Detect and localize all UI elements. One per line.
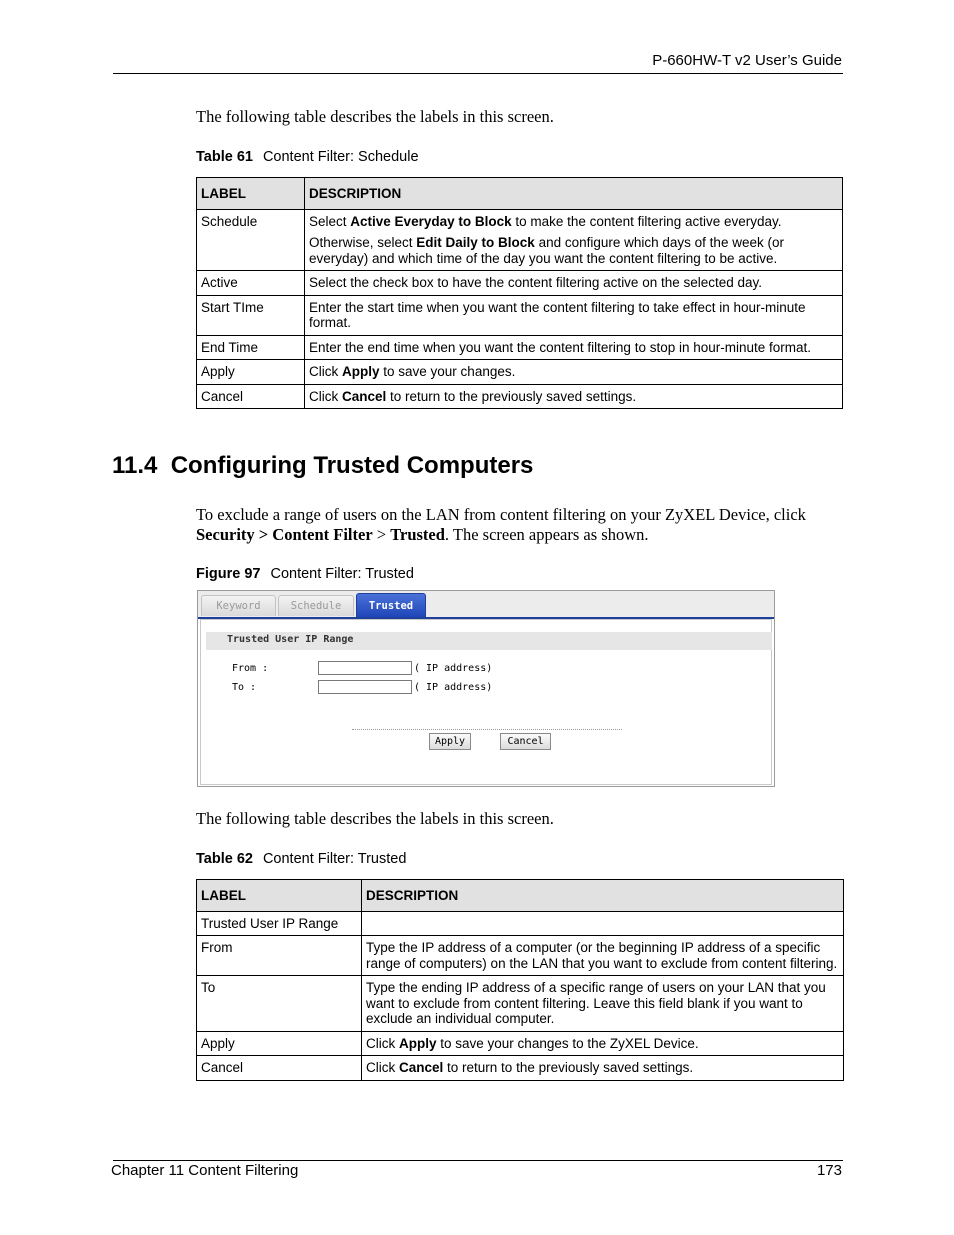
table-row [197, 911, 844, 936]
column-header-label: LABEL [197, 178, 305, 210]
tab-keyword[interactable]: Keyword [201, 595, 276, 616]
from-hint: ( IP address) [414, 663, 493, 674]
column-header-label: LABEL [197, 880, 362, 912]
table-row [197, 295, 843, 335]
row-description: Enter the start time when you want the content filtering to take effect in hour-minute format. [305, 295, 843, 335]
table-row [197, 976, 844, 1032]
content-filter-trusted-screenshot [197, 590, 775, 787]
panel-title: Trusted User IP Range [227, 634, 354, 645]
para-text: > [372, 525, 391, 544]
desc-bold: Apply [399, 1035, 437, 1051]
table-row [197, 271, 843, 296]
desc-text: to return to the previously saved settings. [443, 1060, 694, 1075]
column-header-description: DESCRIPTION [305, 178, 843, 210]
desc-text: Otherwise, select [309, 235, 417, 250]
table-61 [196, 177, 843, 409]
row-label: End Time [197, 335, 305, 360]
table-row [197, 209, 843, 271]
caption-title: Content Filter: Trusted [262, 851, 407, 867]
table-62-caption [196, 851, 406, 867]
desc-text: to save your changes to the ZyXEL Device. [436, 1035, 699, 1051]
para-bold: Security > Content Filter [196, 525, 373, 544]
caption-title: Content Filter: Trusted [270, 566, 414, 582]
row-label: Apply [197, 360, 305, 385]
section-paragraph [196, 505, 846, 545]
desc-text: to return to the previously saved settings. [386, 388, 637, 404]
row-description [305, 360, 843, 385]
para-text: To exclude a range of users on the LAN from content filtering on your ZyXEL Device, click [196, 505, 806, 524]
table-row [197, 384, 843, 409]
row-description: Select the check box to have the content filtering active on the selected day. [305, 271, 843, 296]
table-row [197, 1056, 844, 1081]
to-ip-input[interactable] [318, 680, 412, 694]
row-description [362, 1056, 844, 1081]
desc-bold: Edit Daily to Block [416, 235, 535, 250]
desc-text: Click [309, 364, 342, 379]
apply-button[interactable]: Apply [429, 733, 471, 750]
table-header-row [197, 880, 844, 912]
running-header: P-660HW-T v2 User’s Guide [652, 52, 842, 69]
desc-bold: Apply [342, 364, 380, 379]
desc-text: to make the content filtering active everyday. [511, 213, 782, 229]
row-label: Schedule [197, 209, 305, 271]
row-description: Type the ending IP address of a specific range of users on your LAN that you want to exclude from content filtering. Leave this field blank if you want to exclude an individual computer. [362, 976, 844, 1032]
caption-number: Table 61 [196, 149, 253, 165]
row-description [305, 384, 843, 409]
para-bold: Trusted [390, 525, 445, 544]
desc-text: and configure which days of the week (or everyday) and which time of the day you want the content filtering to be active. [309, 235, 784, 266]
to-hint: ( IP address) [414, 682, 493, 693]
header-rule [113, 73, 843, 74]
caption-title: Content Filter: Schedule [262, 149, 419, 165]
section-heading: 11.4 Configuring Trusted Computers [112, 452, 534, 479]
table-row [197, 360, 843, 385]
desc-text: to save your changes. [379, 364, 516, 379]
desc-text: Click [366, 1060, 399, 1075]
row-label: Start TIme [197, 295, 305, 335]
from-ip-input[interactable] [318, 661, 412, 675]
from-label: From : [232, 663, 269, 674]
tab-bar [198, 591, 774, 619]
desc-bold: Active Everyday to Block [350, 213, 512, 229]
row-description [362, 1031, 844, 1056]
caption-number: Table 62 [196, 851, 253, 867]
para-text: . The screen appears as shown. [444, 525, 649, 544]
desc-text: Click [366, 1035, 399, 1051]
row-label: From [197, 936, 362, 976]
column-header-description: DESCRIPTION [362, 880, 844, 912]
footer-rule [113, 1160, 843, 1161]
table-row [197, 335, 843, 360]
row-label: Active [197, 271, 305, 296]
row-description: Type the IP address of a computer (or the beginning IP address of a specific range of computers) on the LAN that you want to exclude from content filtering. [362, 936, 844, 976]
desc-text: Click [309, 388, 342, 404]
to-label: To : [232, 682, 257, 693]
intro-paragraph-1: The following table describes the labels in this screen. [196, 107, 554, 126]
table-header-row [197, 178, 843, 210]
desc-bold: Cancel [342, 388, 387, 404]
row-label: Trusted User IP Range [197, 911, 362, 936]
table-row [197, 1031, 844, 1056]
dotted-separator [352, 729, 622, 730]
row-label: Cancel [197, 384, 305, 409]
tab-trusted[interactable]: Trusted [356, 593, 426, 617]
row-label: Cancel [197, 1056, 362, 1081]
intro-paragraph-2: The following table describes the labels in this screen. [196, 809, 554, 828]
figure-97-caption [196, 566, 414, 582]
desc-bold: Cancel [399, 1060, 444, 1075]
row-description: Enter the end time when you want the content filtering to stop in hour-minute format. [305, 335, 843, 360]
caption-number: Figure 97 [196, 566, 261, 582]
row-label: To [197, 976, 362, 1032]
row-description [362, 911, 844, 936]
table-61-caption [196, 149, 419, 165]
page-number: 173 [816, 1162, 842, 1179]
trusted-panel [200, 619, 772, 785]
row-description [305, 209, 843, 271]
desc-text: Select [309, 213, 351, 229]
row-label: Apply [197, 1031, 362, 1056]
table-row [197, 936, 844, 976]
tab-schedule[interactable]: Schedule [278, 595, 354, 616]
table-62 [196, 879, 844, 1081]
footer-chapter: Chapter 11 Content Filtering [111, 1162, 299, 1179]
cancel-button[interactable]: Cancel [500, 733, 551, 750]
